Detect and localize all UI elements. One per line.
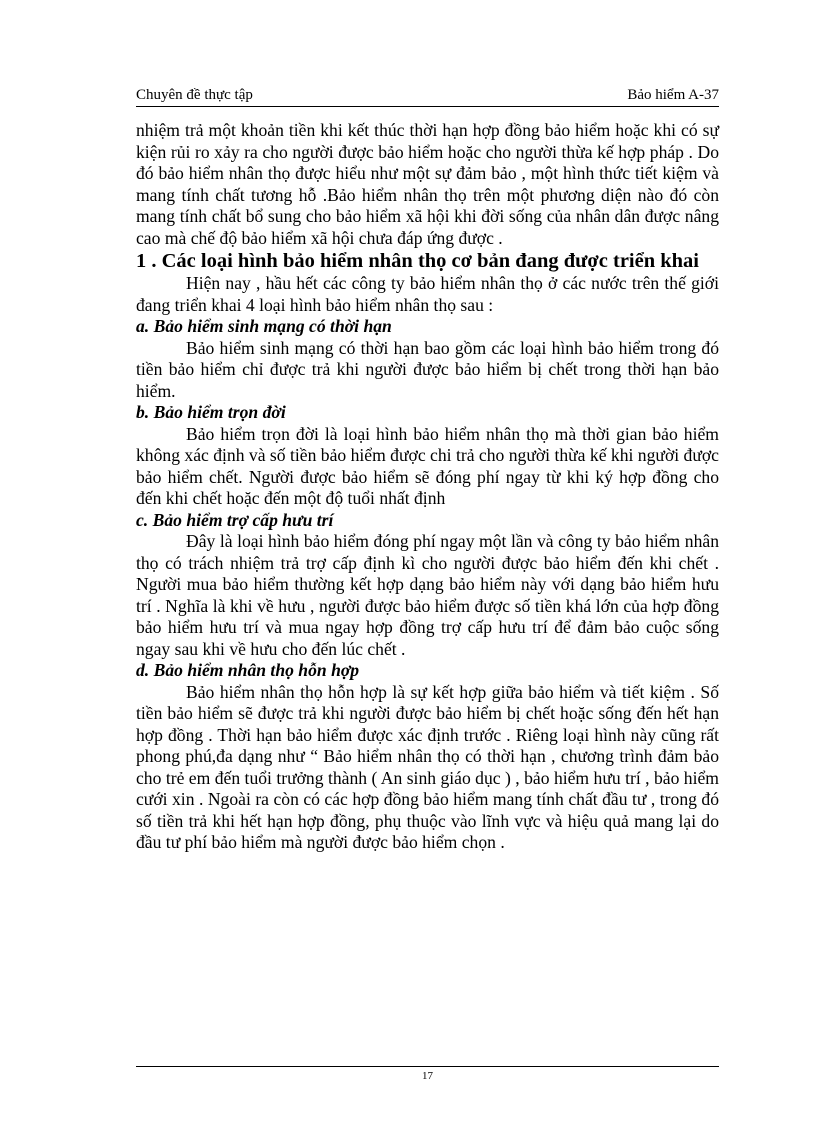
page-number: 17: [422, 1070, 433, 1082]
subsection-c-paragraph: Đây là loại hình bảo hiểm đóng phí ngay một lần và công ty bảo hiểm nhân thọ có trách nhiệm trả trợ cấp định kì cho người được bảo hiểm đến khi chết . Người mua bảo hiểm thường kết hợp dạng bảo hiểm này với dạng bảo hiểm hưu trí . Nghĩa là khi về hưu , người được bảo hiểm được số tiền khá lớn của hợp đồng bảo hiểm hưu trí và mua ngay hợp đồng trợ cấp hưu trí để đảm bảo cuộc sống ngay sau khi về hưu cho đến lúc chết .: [136, 531, 719, 659]
subsection-b-paragraph: Bảo hiểm trọn đời là loại hình bảo hiểm nhân thọ mà thời gian bảo hiểm không xác định và số tiền bảo hiểm được chi trả cho người thừa kế khi người được bảo hiểm chết. Người được bảo hiểm sẽ đóng phí ngay từ khi ký hợp đồng cho đến khi chết hoặc đến một độ tuổi nhất định: [136, 423, 719, 508]
subsection-a-paragraph: Bảo hiểm sinh mạng có thời hạn bao gồm các loại hình bảo hiểm trong đó tiền bảo hiểm chỉ được trả khi người được bảo hiểm bị chết trong thời hạn bảo hiểm.: [136, 337, 719, 401]
subsection-d-title: d. Bảo hiểm nhân thọ hỗn hợp: [136, 660, 360, 680]
subsection-a-title: a. Bảo hiểm sinh mạng có thời hạn: [136, 316, 392, 336]
intro-paragraph: nhiệm trả một khoản tiền khi kết thúc thời hạn hợp đồng bảo hiểm hoặc khi có sự kiện rủi ro xảy ra cho người được bảo hiểm hoặc cho người thừa kế hợp pháp . Do đó bảo hiểm nhân thọ được hiểu như một sự đảm bảo , một hình thức tiết kiệm và mang tính chất tương hỗ .Bảo hiểm nhân thọ trên một phương diện nào đó còn mang tính chất bổ sung cho bảo hiểm xã hội khi đời sống của nhân dân được nâng cao mà chế độ bảo hiểm xã hội chưa đáp ứng được .: [136, 120, 719, 248]
subsection-b-title: b. Bảo hiểm trọn đời: [136, 402, 286, 422]
page-header: [136, 84, 719, 107]
subsection-c-title: c. Bảo hiểm trợ cấp hưu trí: [136, 509, 334, 530]
subsection-d-paragraph: Bảo hiểm nhân thọ hỗn hợp là sự kết hợp giữa bảo hiểm và tiết kiệm . Số tiền bảo hiểm sẽ được trả khi người được bảo hiểm bị chết hoặc sống đến hết hạn hợp đồng . Thời hạn bảo hiểm được xác định trước . Riêng loại hình này cũng rất phong phú,đa dạng như “ Bảo hiểm nhân thọ có thời hạn , chương trình đảm bảo cho trẻ em đến tuổi trưởng thành ( An sinh giáo dục ) , bảo hiểm hưu trí , bảo hiểm cưới xin . Ngoài ra còn có các hợp đồng bảo hiểm mang tính chất đầu tư , trong đó số tiền trả khi hết hạn hợp đồng, phụ thuộc vào lĩnh vực và hiệu quả mang lại do đầu tư phí bảo hiểm mà người được bảo hiểm chọn .: [136, 681, 719, 852]
page-body: [136, 120, 719, 854]
header-right-text: Bảo hiểm A-37: [627, 87, 719, 103]
page-footer: [136, 1066, 719, 1084]
section-intro-paragraph: Hiện nay , hầu hết các công ty bảo hiểm nhân thọ ở các nước trên thế giới đang triển khai 4 loại hình bảo hiểm nhân thọ sau :: [136, 273, 719, 315]
section-title: 1 . Các loại hình bảo hiểm nhân thọ cơ bản đang được triển khai: [136, 250, 699, 272]
header-left-text: Chuyên đề thực tập: [136, 87, 253, 103]
